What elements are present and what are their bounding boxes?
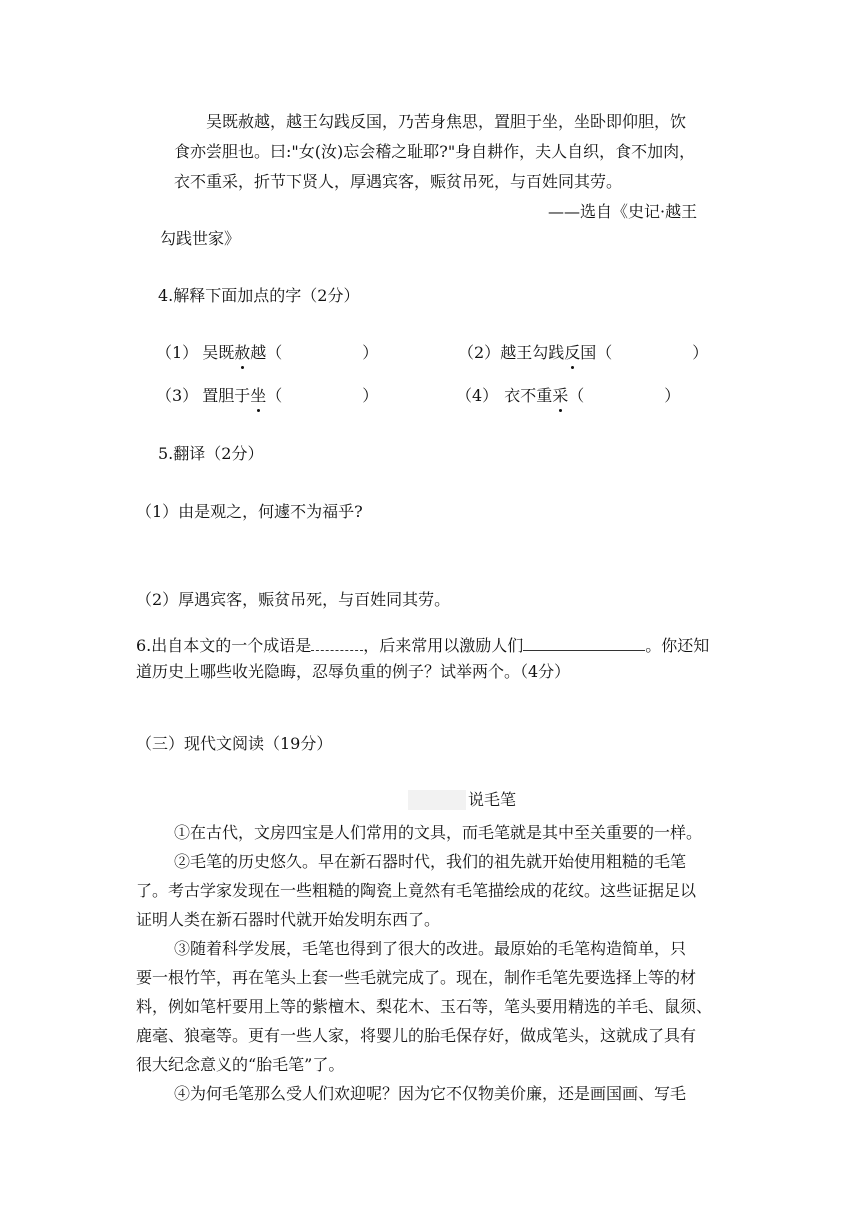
q4-item-4-close: ）	[664, 386, 681, 405]
q4-item-2	[458, 343, 708, 363]
q4-title: 4.解释下面加点的字（2分）	[158, 286, 360, 305]
q4-item-2-close: ）	[692, 343, 709, 362]
q4-item-3-dotted: 坐	[250, 386, 267, 405]
q4-item-4-post: （	[568, 386, 585, 405]
q4-item-4	[456, 386, 680, 406]
article-title: 说毛笔	[468, 790, 517, 809]
q4-item-1-post: 越（	[250, 343, 283, 362]
article-line-7: 料，例如笔杆要用上等的紫檀木、梨花木、玉石等，笔头要用精选的羊毛、鼠须、	[136, 997, 713, 1016]
article-line-5: ③随着科学发展，毛笔也得到了很大的改进。最原始的毛笔构造简单，只	[174, 939, 687, 958]
q4-item-4-pre: 衣不重	[504, 386, 553, 405]
passage-source-1: ——选自《史记·越王	[548, 202, 698, 221]
passage-source-2: 勾践世家》	[160, 229, 241, 248]
q4-item-1-pre: 吴既	[202, 343, 235, 362]
passage-line-1: 吴既赦越，越王勾践反国，乃苦身焦思，置胆于坐，坐卧即仰胆，饮	[206, 112, 687, 131]
q6-line-1	[136, 634, 709, 656]
article-line-2: ②毛笔的历史悠久。早在新石器时代，我们的祖先就开始使用粗糙的毛笔	[174, 852, 687, 871]
q4-item-4-dotted: 采	[552, 386, 569, 405]
q4-item-3	[156, 386, 378, 406]
article-line-10: ④为何毛笔那么受人们欢迎呢？因为它不仅物美价廉，还是画国画、写毛	[174, 1084, 687, 1103]
article-line-8: 鹿毫、狼毫等。更有一些人家，将婴儿的胎毛保存好，做成笔头，这就成了具有	[136, 1026, 697, 1045]
q4-item-1-close: ）	[362, 343, 379, 362]
q6-part-1: 6.出自本文的一个成语是	[136, 636, 312, 655]
q4-item-3-close: ）	[362, 386, 379, 405]
article-line-4: 证明人类在新石器时代就开始发明东西了。	[136, 910, 441, 929]
q5-title: 5.翻译（2分）	[158, 444, 264, 463]
q6-line-2: 道历史上哪些收光隐晦，忍辱负重的例子？试举两个。（4分）	[136, 662, 571, 681]
q6-purpose-blank[interactable]	[523, 634, 645, 651]
passage-line-3: 衣不重采，折节下贤人，厚遇宾客，赈贫吊死，与百姓同其劳。	[174, 172, 623, 191]
q4-item-1-dotted: 赦	[234, 343, 251, 362]
article-line-1: ①在古代，文房四宝是人们常用的文具，而毛笔就是其中至关重要的一样。	[174, 823, 703, 842]
q4-item-1-num: （1）	[156, 343, 199, 362]
article-line-9: 很大纪念意义的“胎毛笔”了。	[136, 1055, 345, 1074]
q4-item-2-post: 国（	[580, 343, 613, 362]
q4-item-3-pre: 置胆于	[202, 386, 251, 405]
q6-part-3: 。你还知	[645, 636, 710, 655]
q4-item-1	[156, 343, 378, 363]
q5-item-2: （2）厚遇宾客，赈贫吊死，与百姓同其劳。	[136, 590, 451, 609]
q5-item-1: （1）由是观之，何遽不为福乎?	[136, 502, 363, 521]
q6-idiom-blank[interactable]	[311, 634, 363, 651]
passage-line-2: 食亦尝胆也。曰:"女(汝)忘会稽之耻耶?"身自耕作，夫人自织，食不加肉，	[174, 142, 696, 161]
q4-item-2-dotted: 反	[564, 343, 581, 362]
article-title-highlight	[408, 790, 466, 810]
q6-part-2: ，后来常用以激励人们	[363, 636, 524, 655]
q4-item-4-num: （4）	[456, 386, 499, 405]
q4-item-2-pre: 越王勾践	[500, 343, 565, 362]
q4-item-2-num: （2）	[458, 343, 501, 362]
q4-item-3-num: （3）	[156, 386, 199, 405]
q4-item-3-post: （	[266, 386, 283, 405]
article-line-6: 要一根竹竿，再在笔头上套一些毛就完成了。现在，制作毛笔先要选择上等的材	[136, 968, 697, 987]
section-3-title: （三）现代文阅读（19分）	[136, 734, 333, 753]
article-line-3: 了。考古学家发现在一些粗糙的陶瓷上竟然有毛笔描绘成的花纹。这些证据足以	[136, 881, 697, 900]
